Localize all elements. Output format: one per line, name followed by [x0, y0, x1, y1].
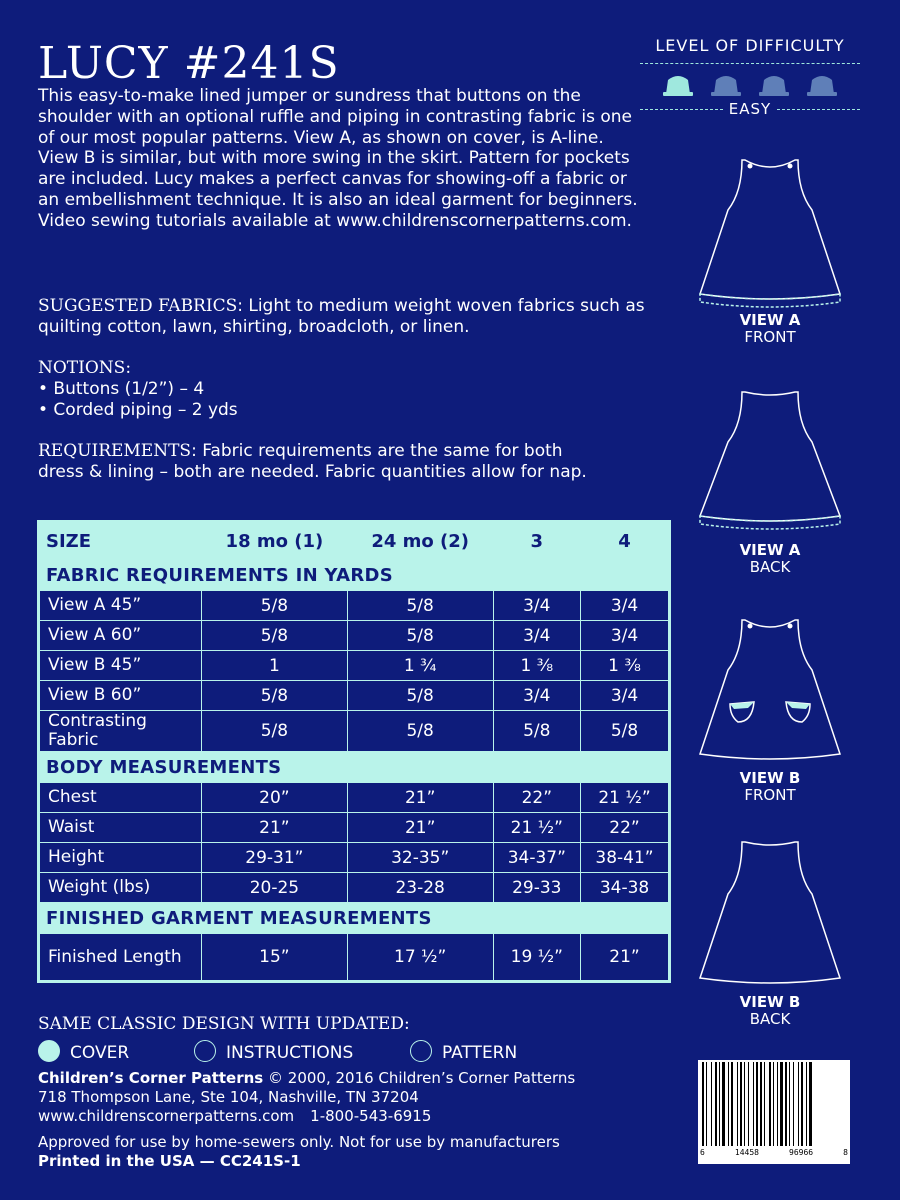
table-cell: 1 ⅜	[581, 651, 670, 681]
table-row	[39, 651, 670, 681]
view-b-front	[680, 612, 860, 804]
barcode-bar	[773, 1062, 774, 1146]
table-cell: 5/8	[347, 591, 493, 621]
barcode-bar	[711, 1062, 712, 1146]
requirements-label: REQUIREMENTS	[38, 441, 192, 461]
barcode-bar	[744, 1062, 745, 1146]
table-cell: 21”	[202, 813, 348, 843]
table-cell: 15”	[202, 934, 348, 982]
row-label: Finished Length	[39, 934, 202, 982]
table-cell: 3/4	[493, 681, 580, 711]
size-column: 18 mo (1)	[202, 522, 348, 560]
barcode-bar	[793, 1062, 794, 1146]
table-cell: 20”	[202, 783, 348, 813]
view-side: FRONT	[744, 786, 796, 804]
table-cell: 22”	[493, 783, 580, 813]
barcode-bar	[769, 1062, 771, 1146]
section-title: FINISHED GARMENT MEASUREMENTS	[39, 903, 670, 934]
size-column: 24 mo (2)	[347, 522, 493, 560]
table-row	[39, 711, 670, 752]
table-cell: 21 ½”	[493, 813, 580, 843]
table-cell: 3/4	[581, 681, 670, 711]
row-label: View B 45”	[39, 651, 202, 681]
barcode-bar	[719, 1062, 720, 1146]
table-row	[39, 873, 670, 903]
table-cell: 5/8	[202, 621, 348, 651]
thimble-icon	[658, 72, 698, 96]
notions-label: NOTIONS:	[38, 358, 132, 378]
filled-circle-icon	[38, 1040, 60, 1062]
row-label: Contrasting Fabric	[39, 711, 202, 752]
table-cell: 5/8	[493, 711, 580, 752]
size-column: 4	[581, 522, 670, 560]
barcode-digit: 96966	[789, 1148, 814, 1157]
barcode-bar	[764, 1062, 765, 1146]
table-cell: 21”	[347, 783, 493, 813]
option-label: PATTERN	[442, 1043, 518, 1063]
barcode-bar	[798, 1062, 799, 1146]
legal-info	[38, 1133, 560, 1171]
copyright: © 2000, 2016 Children’s Corner Patterns	[263, 1069, 576, 1087]
option-label: INSTRUCTIONS	[226, 1043, 354, 1063]
requirements	[38, 441, 598, 483]
thimble-icon	[754, 72, 794, 96]
size-column: 3	[493, 522, 580, 560]
barcode-bar	[756, 1062, 758, 1146]
table-row	[39, 621, 670, 651]
table-cell: 5/8	[202, 711, 348, 752]
table-cell: 5/8	[347, 621, 493, 651]
row-label: View A 60”	[39, 621, 202, 651]
table-cell: 3/4	[581, 591, 670, 621]
notion-item: • Corded piping – 2 yds	[38, 399, 238, 420]
table-cell: 1 ⅜	[493, 651, 580, 681]
divider	[640, 109, 723, 110]
table-row	[39, 591, 670, 621]
table-cell: 21”	[581, 934, 670, 982]
view-side: BACK	[749, 1010, 791, 1028]
barcode-bar	[760, 1062, 762, 1146]
table-cell: 1 ¾	[347, 651, 493, 681]
barcode-bar	[777, 1062, 778, 1146]
table-cell: 38-41”	[581, 843, 670, 873]
fabrics-label: SUGGESTED FABRICS	[38, 296, 238, 316]
option-instructions	[194, 1040, 353, 1063]
intro-text: This easy-to-make lined jumper or sundress that buttons on the shoulder with an optional ruffle and piping in contrasting fabric is one of our most popular patterns. View A, as shown on cover, is A-line. View B is similar, but with more swing in the skirt. Pattern for pockets are included. Lucy makes a perfect canvas for showing-off a fabric or an embellishment technique. It is also an ideal garment for beginners. Video sewing tutorials available at www.childrenscornerpatterns.com.	[38, 86, 638, 231]
barcode-bar	[740, 1062, 742, 1146]
barcode-bar	[789, 1062, 790, 1146]
requirements-text: : Fabric requirements are the same for both dress & lining – both are needed. Fabric quantities allow for nap.	[38, 441, 587, 482]
row-label: Weight (lbs)	[39, 873, 202, 903]
page-title: LUCY #241S	[38, 38, 340, 89]
table-cell: 23-28	[347, 873, 493, 903]
dress-back-icon	[690, 836, 850, 994]
barcode-bar	[706, 1062, 707, 1146]
empty-circle-icon	[194, 1040, 216, 1062]
company-name: Children’s Corner Patterns	[38, 1069, 264, 1087]
website: www.childrenscornerpatterns.com	[38, 1107, 295, 1125]
row-label: Height	[39, 843, 202, 873]
table-cell: 20-25	[202, 873, 348, 903]
approved-note: Approved for use by home-sewers only. Not for use by manufacturers	[38, 1133, 560, 1151]
difficulty-title: LEVEL OF DIFFICULTY	[655, 36, 845, 55]
table-cell: 32-35”	[347, 843, 493, 873]
row-label: Waist	[39, 813, 202, 843]
thimble-icon	[802, 72, 842, 96]
barcode-bar	[728, 1062, 729, 1146]
difficulty-level: EASY	[728, 100, 772, 118]
table-row	[39, 843, 670, 873]
option-cover	[38, 1040, 129, 1063]
barcode-bar	[753, 1062, 754, 1146]
row-label: View B 60”	[39, 681, 202, 711]
table-cell: 5/8	[581, 711, 670, 752]
view-name: VIEW B	[739, 769, 801, 787]
table-header-row	[39, 522, 670, 560]
table-cell: 21 ½”	[581, 783, 670, 813]
barcode-digit: 14458	[734, 1148, 759, 1157]
barcode-bar	[731, 1062, 733, 1146]
barcode-bar	[715, 1062, 717, 1146]
difficulty-box	[640, 36, 860, 118]
thimble-icon	[706, 72, 746, 96]
barcode-bar	[809, 1062, 812, 1146]
table-row	[39, 934, 670, 982]
table-cell: 29-33	[493, 873, 580, 903]
table-cell: 3/4	[581, 621, 670, 651]
table-cell: 3/4	[493, 591, 580, 621]
table-cell: 19 ½”	[493, 934, 580, 982]
size-table	[37, 520, 671, 983]
view-name: VIEW A	[739, 541, 801, 559]
divider	[777, 109, 860, 110]
size-header: SIZE	[39, 522, 202, 560]
option-pattern	[410, 1040, 517, 1063]
empty-circle-icon	[410, 1040, 432, 1062]
printed-note: Printed in the USA — CC241S-1	[38, 1152, 301, 1170]
barcode-bar	[722, 1062, 725, 1146]
dress-back-ruffle-icon	[690, 384, 850, 542]
view-side: BACK	[749, 558, 791, 576]
table-cell: 34-37”	[493, 843, 580, 873]
table-cell: 21”	[347, 813, 493, 843]
view-b-back	[680, 836, 860, 1028]
section-title: BODY MEASUREMENTS	[39, 752, 670, 783]
table-cell: 5/8	[347, 681, 493, 711]
barcode-bar	[737, 1062, 738, 1146]
view-name: VIEW B	[739, 993, 801, 1011]
barcode-bar	[801, 1062, 803, 1146]
view-name: VIEW A	[739, 311, 801, 329]
barcode-bar	[780, 1062, 783, 1146]
barcode-bar	[748, 1062, 749, 1146]
table-cell: 17 ½”	[347, 934, 493, 982]
suggested-fabrics	[38, 296, 678, 338]
difficulty-level-row	[640, 100, 860, 118]
option-label: COVER	[70, 1043, 130, 1063]
difficulty-rating	[640, 64, 860, 100]
table-cell: 3/4	[493, 621, 580, 651]
fabrics-text: : Light to medium weight woven fabrics such as quilting cotton, lawn, shirting, broadcloth, or linen.	[38, 296, 645, 337]
company-info	[38, 1069, 575, 1126]
barcode-bar	[806, 1062, 807, 1146]
table-row	[39, 813, 670, 843]
table-cell: 5/8	[202, 591, 348, 621]
table-row	[39, 681, 670, 711]
barcode	[688, 1052, 860, 1164]
view-a-back	[680, 384, 860, 576]
row-label: View A 45”	[39, 591, 202, 621]
table-cell: 22”	[581, 813, 670, 843]
barcode-digits	[700, 1148, 848, 1157]
table-cell: 29-31”	[202, 843, 348, 873]
address: 718 Thompson Lane, Ste 104, Nashville, TN 37204	[38, 1088, 419, 1106]
view-side: FRONT	[744, 328, 796, 346]
table-cell: 1	[202, 651, 348, 681]
barcode-bar	[785, 1062, 787, 1146]
barcode-digit: 6	[700, 1148, 705, 1157]
table-cell: 5/8	[347, 711, 493, 752]
dress-front-pockets-icon	[690, 612, 850, 770]
updated-design-title: SAME CLASSIC DESIGN WITH UPDATED:	[38, 1014, 410, 1034]
table-row	[39, 783, 670, 813]
barcode-bar	[702, 1062, 704, 1146]
phone: 1-800-543-6915	[310, 1107, 432, 1125]
table-cell: 34-38	[581, 873, 670, 903]
row-label: Chest	[39, 783, 202, 813]
section-title: FABRIC REQUIREMENTS IN YARDS	[39, 560, 670, 591]
view-a-front	[680, 152, 860, 346]
dress-front-ruffle-icon	[690, 152, 850, 312]
barcode-digit: 8	[843, 1148, 848, 1157]
notion-item: • Buttons (1/2”) – 4	[38, 378, 205, 399]
notions	[38, 358, 678, 420]
table-cell: 5/8	[202, 681, 348, 711]
